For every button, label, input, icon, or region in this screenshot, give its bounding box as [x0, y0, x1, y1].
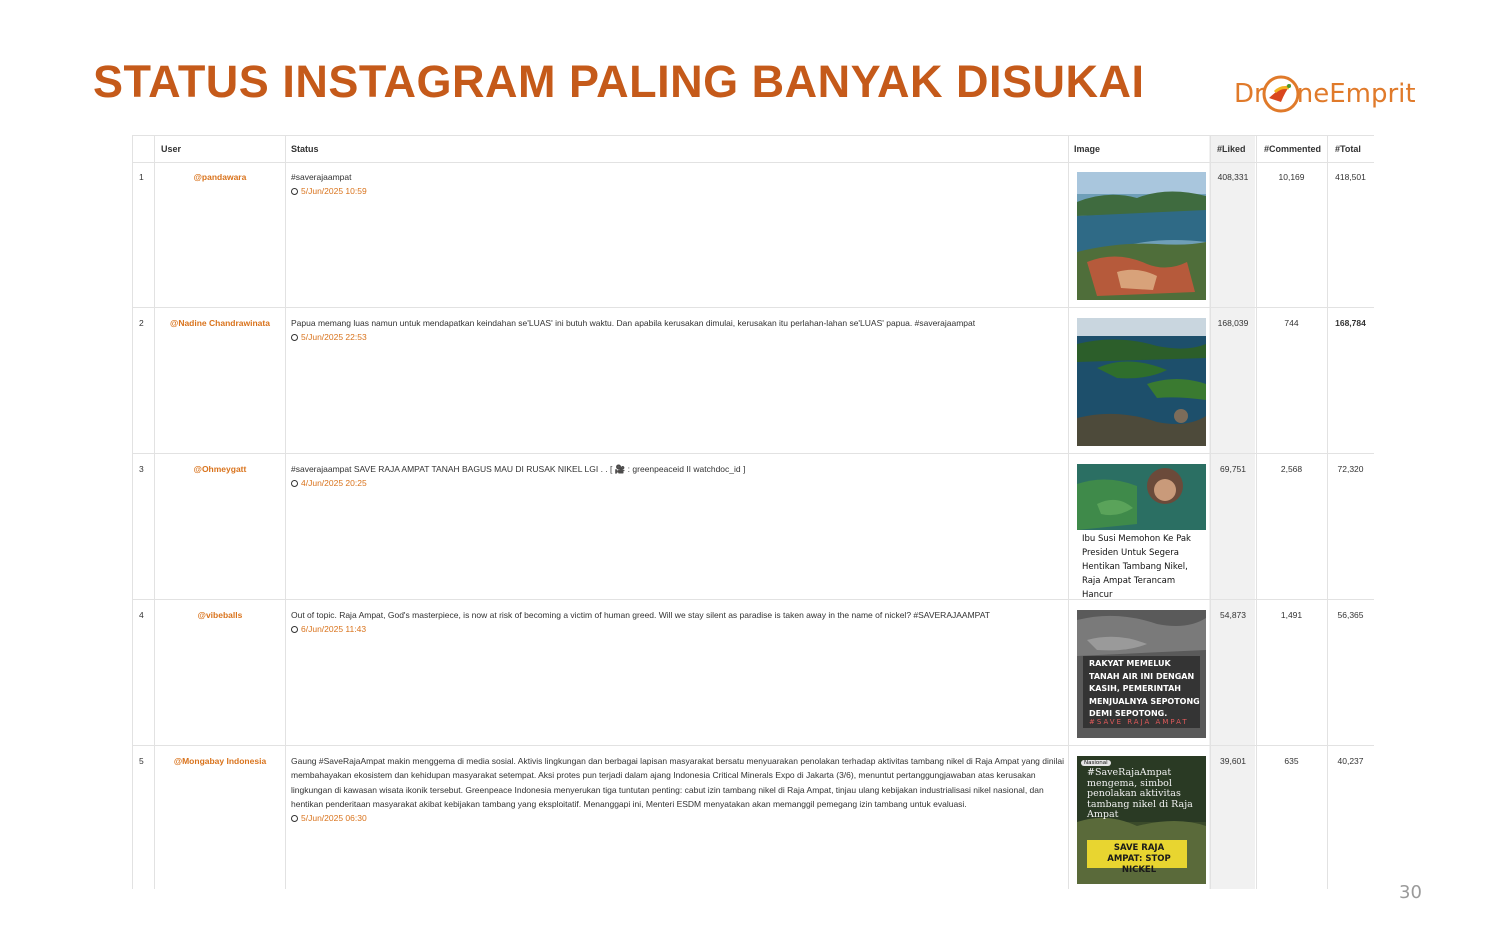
liked-count: 168,039	[1217, 318, 1249, 328]
clock-icon	[291, 626, 298, 633]
drone-emprit-logo	[1234, 68, 1416, 120]
row-index: 3	[139, 464, 144, 474]
row-index: 5	[139, 756, 144, 766]
post-image-lagoon[interactable]	[1077, 318, 1206, 446]
total-count: 418,501	[1335, 172, 1366, 182]
table-row	[133, 162, 1374, 308]
image-banner-text: SAVE RAJA AMPAT: STOP NICKEL	[1107, 843, 1171, 875]
row-index: 1	[139, 172, 144, 182]
post-image-vibeballs[interactable]	[1077, 610, 1206, 738]
row-index: 4	[139, 610, 144, 620]
commented-count: 744	[1284, 318, 1299, 328]
date-text: 5/Jun/2025 10:59	[301, 186, 367, 197]
image-caption: #SaveRajaAmpat mengema, simbol penolakan aktivitas tambang nikel di Raja Ampat	[1087, 767, 1193, 820]
user-link[interactable]: @Nadine Chandrawinata	[170, 318, 270, 328]
slide-title: STATUS INSTAGRAM PALING BANYAK DISUKAI	[93, 56, 1145, 107]
logo-text-part1: Dr	[1234, 79, 1265, 109]
date-text: 4/Jun/2025 20:25	[301, 478, 367, 489]
header-commented[interactable]: #Commented	[1264, 144, 1322, 154]
header-user[interactable]: User	[161, 144, 182, 154]
status-date[interactable]	[291, 622, 1066, 636]
clock-icon	[291, 815, 298, 822]
image-caption: Ibu Susi Memohon Ke Pak Presiden Untuk Segera Hentikan Tambang Nikel, Raja Ampat Terancam Hancur	[1082, 534, 1191, 600]
clock-icon	[291, 480, 298, 487]
header-liked[interactable]: #Liked	[1217, 144, 1246, 154]
status-cell	[291, 316, 1066, 345]
status-cell	[291, 608, 1066, 637]
post-image-aerial-mine[interactable]	[1077, 172, 1206, 300]
user-link[interactable]: @Mongabay Indonesia	[173, 756, 267, 766]
date-text: 5/Jun/2025 22:53	[301, 332, 367, 343]
row-index: 2	[139, 318, 144, 328]
liked-count: 39,601	[1220, 756, 1246, 766]
drone-logo-icon	[1261, 74, 1301, 114]
user-link[interactable]: @vibeballs	[197, 610, 243, 620]
status-cell	[291, 170, 1066, 199]
status-text: Gaung #SaveRajaAmpat makin menggema di media sosial. Aktivis lingkungan dan berbagai lapisan masyarakat bersatu menyuarakan penolakan terhadap aktivitas tambang nikel di Raja Ampat yang dinilai membahayakan ekosistem dan kehidupan masyarakat setempat. Aksi protes pun terjadi dalam ajang Indonesia Critical Minerals Expo di Jakarta (3/6), menuntut pertanggungjawaban atas kerusakan lingkungan di kawasan wisata ikonik tersebut. Greenpeace Indonesia menyerukan tiga tuntutan penting: cabut izin tambang nikel di Raja Ampat, tinjau ulang kebijakan industrialisasi nikel nasional, dan hentikan penderitaan masyarakat akibat kebijakan tambang yang eksploitatif. Menanggapi ini, Menteri ESDM menyatakan akan memanggil pemegang izin tambang untuk evaluasi.	[291, 756, 1065, 809]
status-cell	[291, 462, 1066, 491]
total-count: 72,320	[1337, 464, 1364, 474]
table-row	[133, 454, 1374, 600]
liked-count: 69,751	[1220, 464, 1246, 474]
logo-text-part3: Emprit	[1329, 79, 1416, 109]
clock-icon	[291, 334, 298, 341]
header-image[interactable]: Image	[1074, 144, 1101, 154]
table-header	[133, 136, 1374, 163]
commented-count: 1,491	[1280, 610, 1303, 620]
total-count: 56,365	[1337, 610, 1364, 620]
table-row	[133, 600, 1374, 746]
clock-icon	[291, 188, 298, 195]
page-number: 30	[1399, 882, 1422, 903]
user-link[interactable]: @pandawara	[193, 172, 247, 182]
commented-count: 635	[1284, 756, 1299, 766]
status-text: Papua memang luas namun untuk mendapatkan keindahan se'LUAS' ini butuh waktu. Dan apabila kerusakan dimulai, kerusakan itu perlahan-lahan se'LUAS' papua. #saverajaampat	[291, 318, 976, 328]
commented-count: 2,568	[1280, 464, 1303, 474]
user-link[interactable]: @Ohmeygatt	[193, 464, 247, 474]
post-image-mongabay[interactable]	[1077, 756, 1206, 884]
table-row	[133, 746, 1374, 896]
logo-text-part2: ne	[1296, 79, 1330, 109]
status-text: Out of topic. Raja Ampat, God's masterpiece, is now at risk of becoming a victim of human greed. Will we stay silent as paradise is taken away in the name of nickel? #SAVERAJAAMPAT	[291, 610, 990, 620]
status-date[interactable]	[291, 330, 1066, 344]
image-hashtag: #SAVE RAJA AMPAT	[1089, 718, 1189, 726]
total-count: 168,784	[1335, 318, 1366, 328]
total-count: 40,237	[1337, 756, 1364, 766]
liked-count: 54,873	[1220, 610, 1246, 620]
status-text: #saverajaampat SAVE RAJA AMPAT TANAH BAGUS MAU DI RUSAK NIKEL LGI . . [ 🎥 : greenpeaceid II watchdoc_id ]	[291, 464, 746, 474]
table-row	[133, 308, 1374, 454]
commented-count: 10,169	[1278, 172, 1305, 182]
status-date[interactable]	[291, 476, 1066, 490]
status-date[interactable]	[291, 184, 1066, 198]
status-text: #saverajaampat	[291, 172, 352, 182]
post-image-susi[interactable]	[1077, 464, 1206, 600]
status-cell	[291, 754, 1066, 825]
liked-count: 408,331	[1217, 172, 1249, 182]
date-text: 6/Jun/2025 11:43	[301, 624, 367, 635]
image-caption: RAKYAT MEMELUK TANAH AIR INI DENGAN KASIH, PEMERINTAH MENJUALNYA SEPOTONG DEMI SEPOTONG.	[1089, 659, 1200, 719]
date-text: 5/Jun/2025 06:30	[301, 813, 367, 824]
image-tag-badge: Nasional	[1081, 760, 1111, 766]
header-status[interactable]: Status	[291, 144, 319, 154]
status-date[interactable]	[291, 811, 1066, 825]
instagram-status-table	[132, 135, 1374, 889]
header-total[interactable]: #Total	[1335, 144, 1361, 154]
